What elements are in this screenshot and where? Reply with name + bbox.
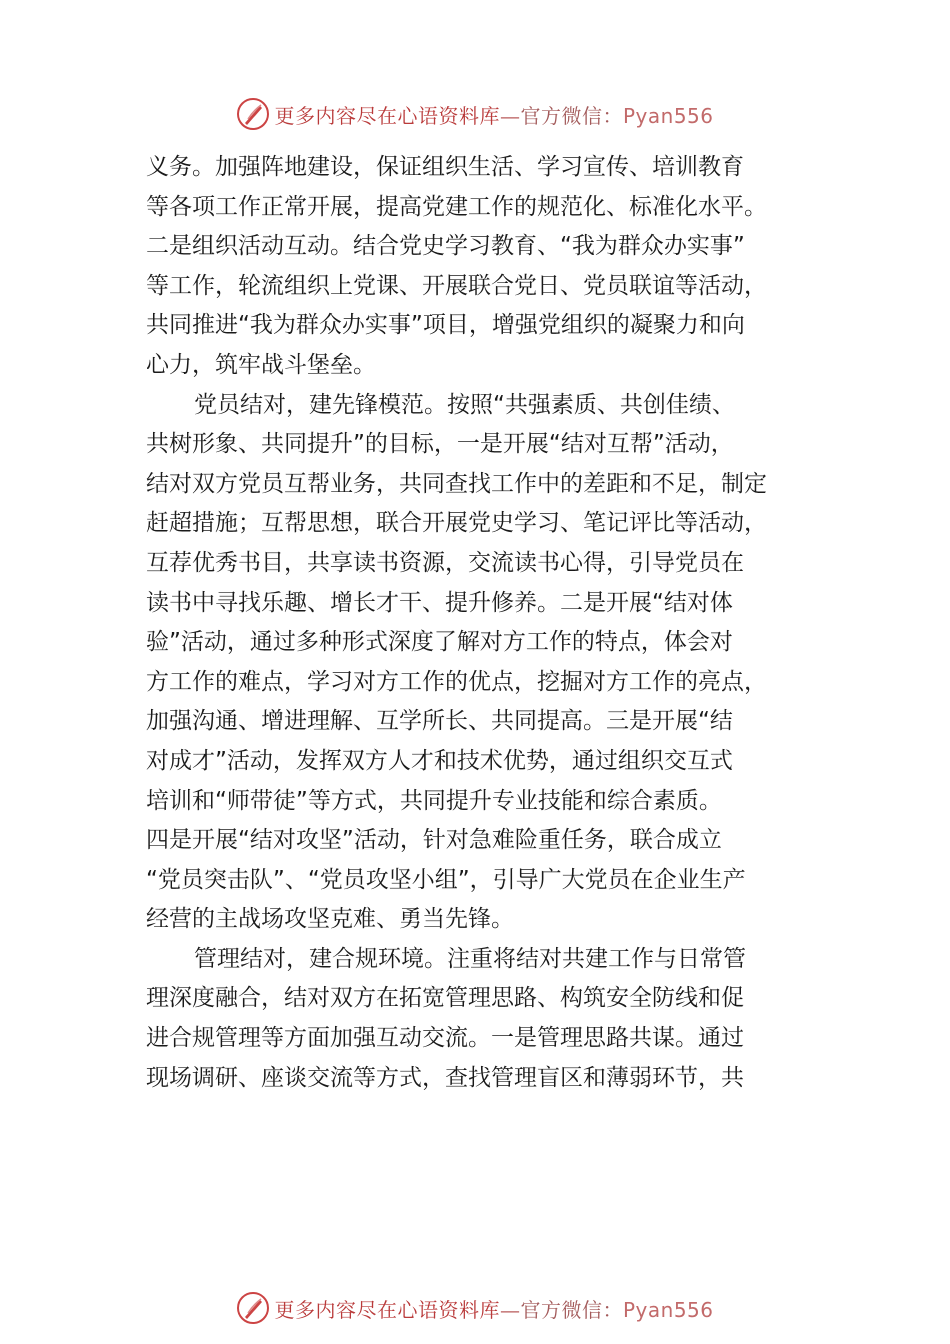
body-line: 互荐优秀书目，共享读书资源，交流读书心得，引导党员在 xyxy=(146,549,744,576)
banner-dash: — xyxy=(499,103,521,128)
banner-official: 官方微信： xyxy=(520,1297,623,1322)
banner-official: 官方微信： xyxy=(520,103,623,128)
body-line: 等各项工作正常开展，提高党建工作的规范化、标准化水平。 xyxy=(146,193,767,220)
body-line: 方工作的难点，学习对方工作的优点，挖掘对方工作的亮点， xyxy=(146,668,767,695)
body-line: 读书中寻找乐趣、增长才干、提升修养。二是开展“结对体 xyxy=(146,589,733,616)
body-line: 共同推进“我为群众办实事”项目，增强党组织的凝聚力和向 xyxy=(146,312,745,339)
paragraph-first-line: 党员结对，建先锋模范。按照“共强素质、共创佳绩、 xyxy=(194,391,735,418)
body-line: 进合规管理等方面加强互动交流。一是管理思路共谋。通过 xyxy=(146,1025,744,1052)
body-line: 对成才”活动，发挥双方人才和技术优势，通过组织交互式 xyxy=(146,747,733,774)
body-line: 等工作，轮流组织上党课、开展联合党日、党员联谊等活动， xyxy=(146,272,767,299)
document-body xyxy=(146,148,814,1098)
body-line: 结对双方党员互帮业务，共同查找工作中的差距和不足，制定 xyxy=(146,470,767,497)
header-banner xyxy=(0,94,950,134)
body-line: 二是组织活动互动。结合党史学习教育、“我为群众办实事” xyxy=(146,233,745,260)
body-line: 义务。加强阵地建设，保证组织生活、学习宣传、培训教育 xyxy=(146,154,744,180)
body-line: 赶超措施；互帮思想，联合开展党史学习、笔记评比等活动， xyxy=(146,510,767,537)
body-line: 心力，筑牢战斗堡垒。 xyxy=(146,351,376,378)
footer-banner-text xyxy=(274,1294,713,1323)
banner-brand: 更多内容尽在心语资料库 xyxy=(274,1297,500,1322)
body-line: 共树形象、共同提升”的目标，一是开展“结对互帮”活动， xyxy=(146,431,734,458)
body-line: 理深度融合，结对双方在拓宽管理思路、构筑安全防线和促 xyxy=(146,985,744,1012)
body-line: 培训和“师带徒”等方式，共同提升专业技能和综合素质。 xyxy=(146,787,722,814)
body-line: “党员突击队”、“党员攻坚小组”，引导广大党员在企业生产 xyxy=(146,866,746,893)
body-line: 四是开展“结对攻坚”活动，针对急难险重任务，联合成立 xyxy=(146,827,722,854)
body-line: 验”活动，通过多种形式深度了解对方工作的特点，体会对 xyxy=(146,629,733,656)
quill-logo-icon xyxy=(236,97,270,131)
body-line: 经营的主战场攻坚克难、勇当先锋。 xyxy=(146,906,514,933)
header-banner-text xyxy=(274,100,713,129)
banner-wechat-id: Pyan556 xyxy=(622,1297,714,1322)
paragraph-first-line: 管理结对，建合规环境。注重将结对共建工作与日常管 xyxy=(194,945,746,972)
banner-wechat-id: Pyan556 xyxy=(622,103,714,128)
banner-brand: 更多内容尽在心语资料库 xyxy=(274,103,500,128)
quill-logo-icon xyxy=(236,1291,270,1325)
banner-dash: — xyxy=(499,1297,521,1322)
footer-banner xyxy=(0,1288,950,1328)
body-line: 现场调研、座谈交流等方式，查找管理盲区和薄弱环节，共 xyxy=(146,1064,744,1091)
body-line: 加强沟通、增进理解、互学所长、共同提高。三是开展“结 xyxy=(146,708,733,735)
